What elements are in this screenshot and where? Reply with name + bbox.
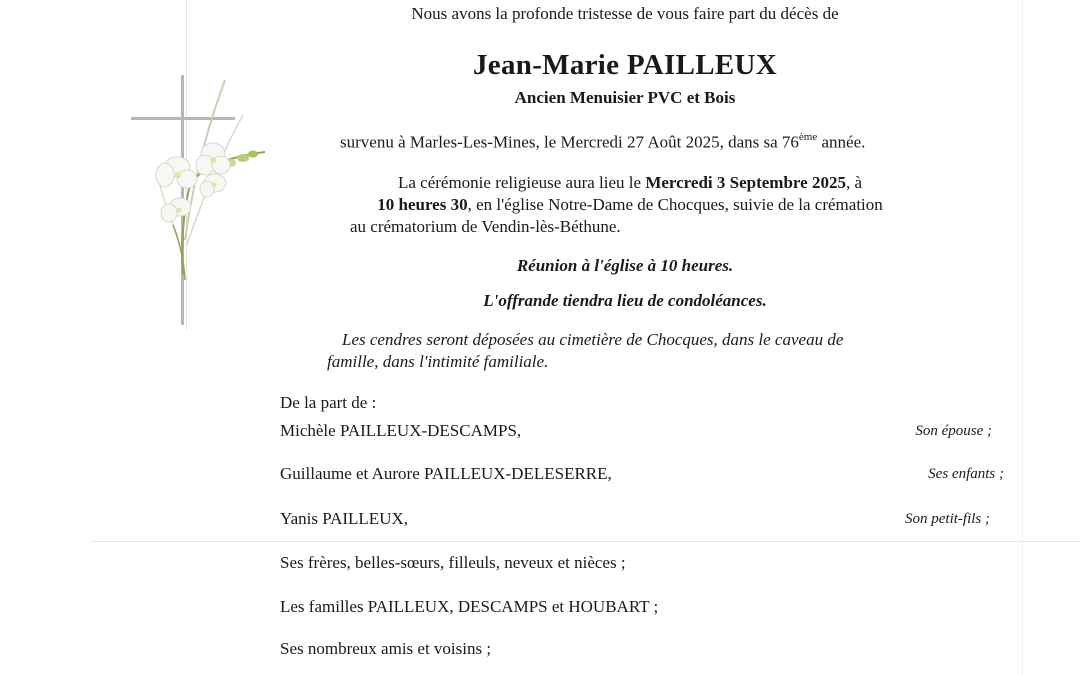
family-member-row [280,421,992,445]
ashes-info [327,329,917,373]
deceased-profession: Ancien Menuisier PVC et Bois [514,88,736,107]
intro-text: Nous avons la profonde tristesse de vous faire part du décès de [411,4,839,23]
cross-horizontal-bar [131,117,235,120]
ceremony-text: La cérémonie religieuse aura lieu le [397,173,646,192]
paper-fold-line [90,541,1080,542]
ceremony-line-1 [350,172,910,194]
family-others-line: Les familles PAILLEUX, DESCAMPS et HOUBART ; [280,597,659,616]
meeting-info: Réunion à l'église à 10 heures. [516,256,734,275]
ceremony-date: Mercredi 3 Septembre 2025 [645,173,846,192]
family-member-row [280,509,992,533]
ashes-line-1: Les cendres seront déposées au cimetière de Chocques, dans le caveau de [342,330,844,349]
death-text: survenu à Marles-Les-Mines, le Mercredi 27 Août 2025, dans sa 76 [340,132,799,152]
ashes-line-2: famille, dans l'intimité familiale. [327,352,549,371]
family-member-name: Guillaume et Aurore PAILLEUX-DELESERRE, [280,464,612,483]
death-announcement [340,132,865,153]
ceremony-details [350,172,910,238]
family-others-line: Ses nombreux amis et voisins ; [280,639,492,658]
orchid-bud [237,154,249,162]
ceremony-time: 10 heures 30 [377,195,468,214]
family-relation: Ses enfants ; [928,466,1004,482]
ceremony-line-3: au crématorium de Vendin-lès-Béthune. [350,217,621,236]
ceremony-text: , à [845,173,863,192]
family-relation: Son petit-fils ; [905,511,990,527]
family-member-row [280,464,1004,488]
offering-info: L'offrande tiendra lieu de condoléances. [483,291,767,310]
family-member-name: Yanis PAILLEUX, [280,509,408,528]
deceased-name: Jean-Marie PAILLEUX [473,49,777,81]
ceremony-text: , en l'église Notre-Dame de Chocques, suivie de la crémation [467,195,883,214]
family-others-line: Ses frères, belles-sœurs, filleuls, neveux et nièces ; [280,553,626,572]
orchid-flower [200,174,226,197]
ceremony-line-2 [350,194,910,216]
orchid-flower [156,157,197,188]
orchid-flower [196,143,230,175]
orchid-bud [248,151,258,158]
death-text-end: année. [817,132,866,152]
ordinal-suffix: ème [798,131,818,143]
from-label: De la part de : [280,393,377,412]
family-relation: Son épouse ; [915,423,992,439]
family-member-name: Michèle PAILLEUX-DESCAMPS, [280,421,522,440]
